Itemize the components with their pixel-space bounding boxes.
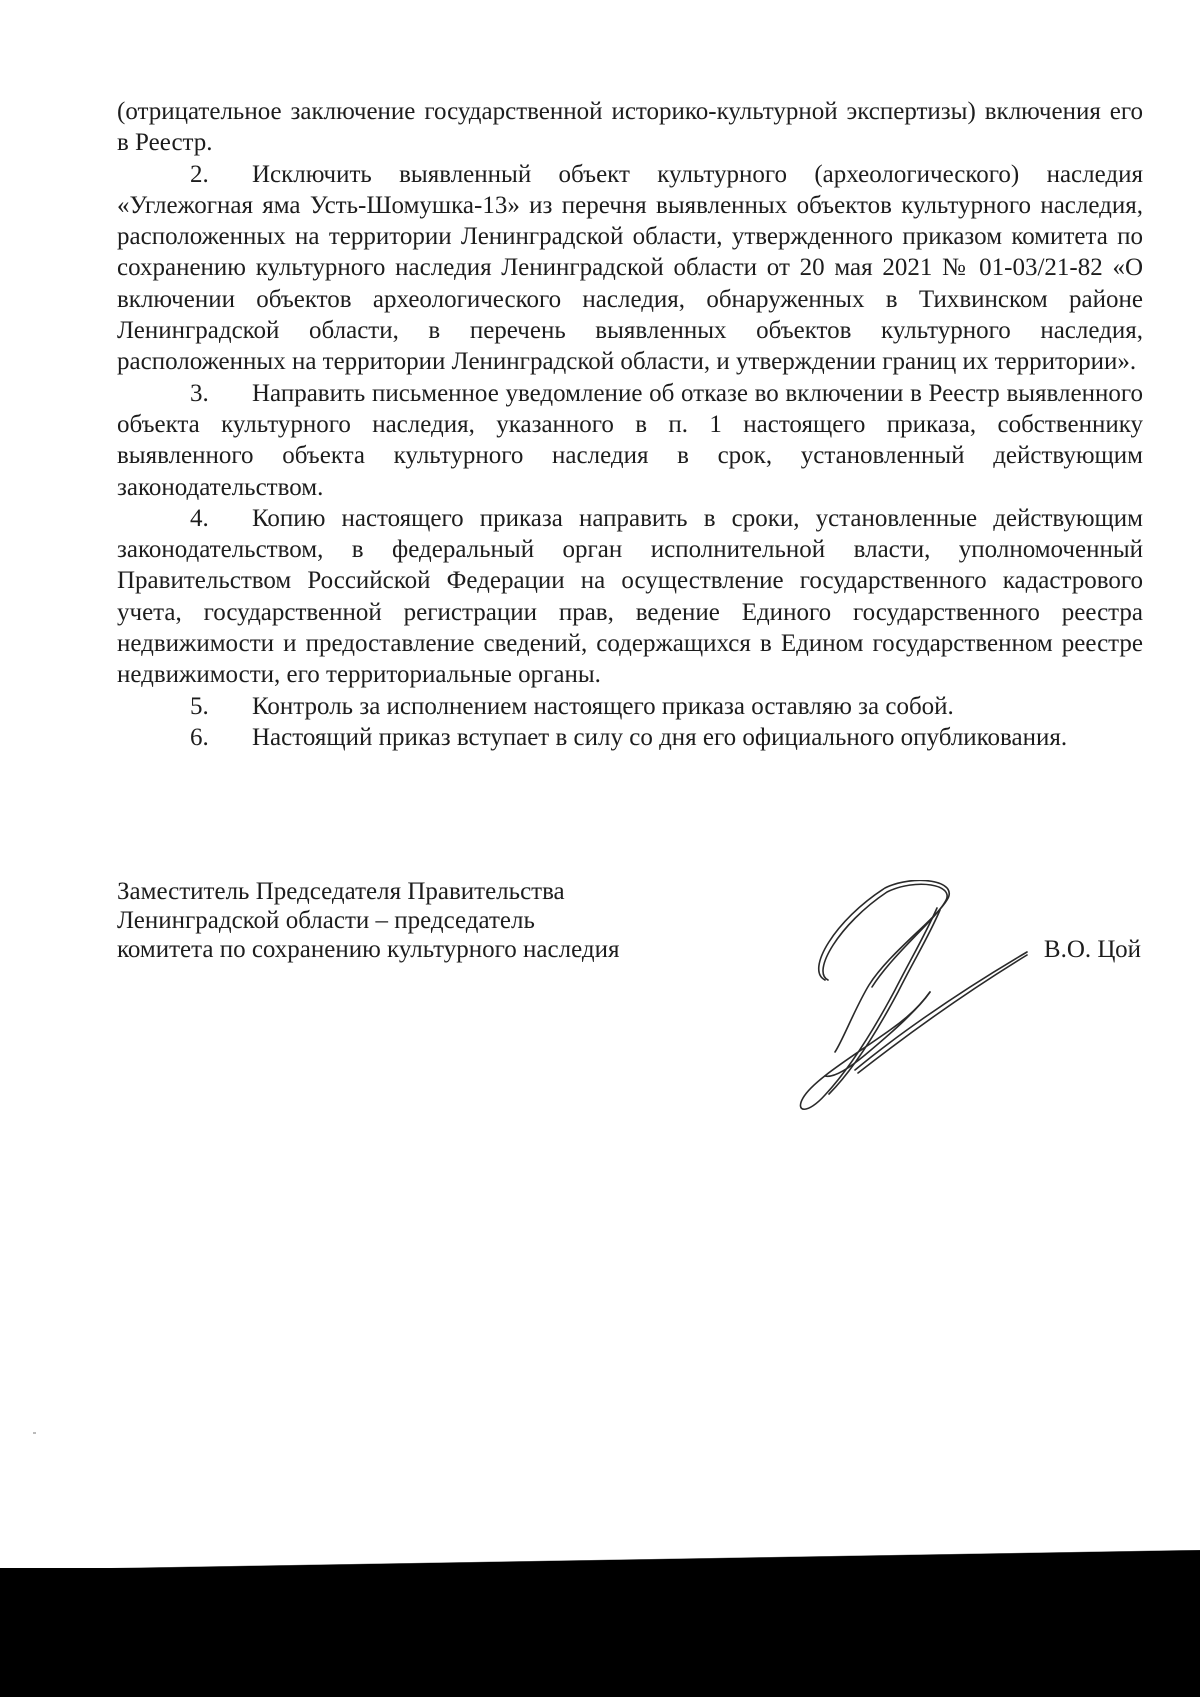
item-number: 5. bbox=[190, 692, 209, 720]
item-text: Контроль за исполнением настоящего приказа оставляю за собой. bbox=[252, 692, 954, 720]
handwritten-signature-icon bbox=[795, 880, 1035, 1120]
list-item-3 bbox=[117, 378, 1143, 503]
paragraph-intro: (отрицательное заключение государственной историко-культурной экспертизы) включения его в Реестр. bbox=[117, 98, 1143, 157]
document-body bbox=[117, 96, 1143, 753]
item-text: Направить письменное уведомление об отказе во включении в Реестр выявленного объекта культурного наследия, указанного в п. 1 настоящего приказа, собственнику выявленного объекта культурного наследия в срок, установленный действующим законодательством. bbox=[117, 379, 1143, 501]
signer-position-line: Ленинградской области – председатель bbox=[117, 907, 535, 934]
list-item-5 bbox=[117, 691, 1143, 722]
scan-border bbox=[0, 1568, 1200, 1697]
item-text: Настоящий приказ вступает в силу со дня его официального опубликования. bbox=[252, 723, 1068, 751]
item-number: 3. bbox=[190, 379, 209, 407]
list-item-6 bbox=[117, 722, 1143, 753]
signer-position-line: комитета по сохранению культурного наследия bbox=[117, 936, 620, 963]
item-number: 4. bbox=[190, 504, 209, 532]
item-number: 2. bbox=[190, 160, 209, 188]
list-item-4 bbox=[117, 503, 1143, 691]
list-item-2 bbox=[117, 159, 1143, 378]
item-text: Исключить выявленный объект культурного (археологического) наследия «Углежогная яма Усть-Шомушка-13» из перечня выявленных объектов культурного наследия, расположенных на территории Ленинградской области, утвержденного приказом комитета по сохранению культурного наследия Ленинградской области от 20 мая 2021 № 01-03/21-82 «О включении объектов археологического наследия, обнаруженных в Тихвинском районе Ленинградской области, в перечень выявленных объектов культурного наследия, расположенных на территории Ленинградской области, и утверждении границ их территории». bbox=[117, 160, 1143, 376]
signer-position-line: Заместитель Председателя Правительства bbox=[117, 878, 565, 905]
item-number: 6. bbox=[190, 723, 209, 751]
item-text: Копию настоящего приказа направить в сроки, установленные действующим законодательством, в федеральный орган исполнительной власти, уполномоченный Правительством Российской Федерации на осуществление государственного кадастрового учета, государственной регистрации прав, ведение Единого государственного реестра недвижимости и предоставление сведений, содержащихся в Едином государственном реестре недвижимости, его территориальные органы. bbox=[117, 504, 1143, 689]
signer-name: В.О. Цой bbox=[1043, 936, 1141, 963]
scan-speck bbox=[33, 1432, 36, 1434]
signer-position bbox=[117, 877, 619, 964]
